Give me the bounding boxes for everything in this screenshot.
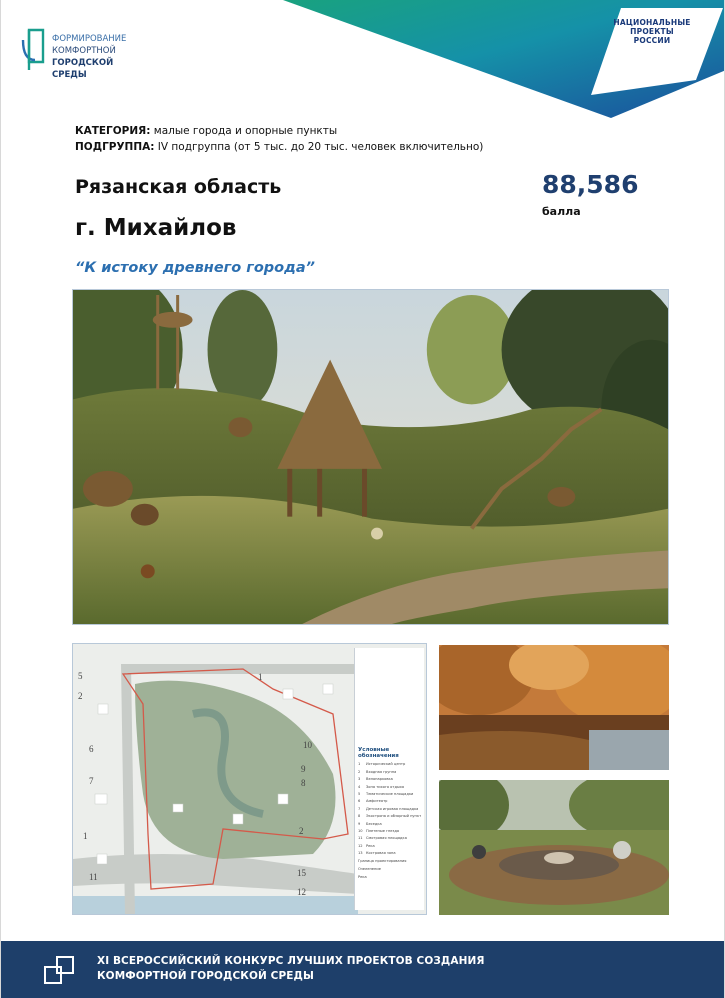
legend-item-number: 12	[358, 843, 363, 848]
svg-text:1: 1	[83, 831, 88, 841]
legend-item-label: Амфитеатр	[366, 799, 388, 804]
category-label: КАТЕГОРИЯ:	[75, 125, 151, 137]
program-logo-icon	[19, 26, 47, 72]
svg-text:10: 10	[303, 740, 312, 750]
score-value: 88,586	[542, 170, 639, 199]
city-title: г. Михайлов	[75, 215, 237, 241]
svg-text:1: 1	[258, 672, 263, 682]
svg-text:11: 11	[89, 872, 98, 882]
contest-logo-icon	[43, 955, 77, 985]
national-projects-logo	[612, 18, 692, 45]
logo-line2: КОМФОРТНОЙ	[52, 46, 116, 56]
legend-item-number: 8	[358, 814, 361, 819]
svg-text:7: 7	[89, 776, 94, 786]
svg-text:5: 5	[78, 671, 83, 681]
subgroup-value: IV подгруппа (от 5 тыс. до 20 тыс. человек включительно)	[154, 141, 484, 153]
legend-item-number: 10	[358, 828, 363, 833]
legend-item	[358, 799, 421, 803]
svg-text:8: 8	[301, 778, 306, 788]
svg-text:12: 12	[297, 887, 306, 897]
legend-item-label: Зона тихого отдыха	[366, 784, 405, 789]
legend-item	[358, 792, 421, 796]
legend-item-number: 5	[358, 791, 361, 796]
legend-item-number: 2	[358, 769, 361, 774]
legend-item-label: Тематические площадки	[366, 791, 414, 796]
legend-item	[358, 851, 421, 855]
program-logo	[19, 24, 149, 80]
legend-item	[358, 807, 421, 811]
legend-item-label: Детская игровая площадка	[366, 806, 419, 811]
legend-item-label: Костровая зона	[366, 851, 396, 856]
legend-item	[358, 829, 421, 833]
legend-item	[358, 844, 421, 848]
np-line3: РОССИИ	[633, 36, 671, 45]
master-plan-map	[72, 643, 427, 915]
legend-item-number: 11	[358, 836, 363, 841]
legend-item-label: Плетеные гнезда	[366, 828, 400, 833]
legend-item-number: 4	[358, 784, 361, 789]
svg-text:2: 2	[78, 691, 83, 701]
np-line1: НАЦИОНАЛЬНЫЕ	[613, 18, 691, 27]
legend-item-number: 1	[358, 762, 361, 767]
legend-extra: Озеленение	[358, 867, 381, 872]
legend-extra: Река	[358, 875, 367, 880]
legend-item-label: Экостропа и обзорный пункт	[366, 814, 421, 819]
footer-line2: КОМФОРТНОЙ ГОРОДСКОЙ СРЕДЫ	[97, 970, 314, 982]
legend-item-number: 6	[358, 799, 361, 804]
legend-item-label: Входная группа	[366, 769, 397, 774]
legend-item-number: 3	[358, 777, 361, 782]
svg-text:15: 15	[297, 868, 306, 878]
legend-item	[358, 814, 421, 818]
legend-item	[358, 770, 421, 774]
hero-render-image	[72, 289, 669, 625]
legend-item-label: Смотровая площадка	[366, 836, 407, 841]
score-unit: балла	[542, 205, 581, 218]
category-block	[75, 123, 483, 155]
subgroup-label: ПОДГРУППА:	[75, 141, 155, 153]
legend-item-number: 7	[358, 806, 361, 811]
legend-item	[358, 822, 421, 826]
region-title: Рязанская область	[75, 176, 282, 198]
footer-bar	[1, 941, 725, 998]
autumn-park-render	[439, 645, 669, 770]
legend-title: Условные обозначения	[358, 747, 399, 759]
legend-item-label: Велопарковка	[366, 777, 393, 782]
legend-item-label: Исторический центр	[366, 762, 406, 767]
footer-line1: XI ВСЕРОССИЙСКИЙ КОНКУРС ЛУЧШИХ ПРОЕКТОВ СОЗДАНИЯ	[97, 955, 485, 967]
legend-item-number: 9	[358, 821, 361, 826]
legend-item	[358, 836, 421, 840]
legend-item	[358, 777, 421, 781]
legend-item-label: Река	[366, 843, 375, 848]
map-legend	[354, 648, 424, 910]
logo-line3: ГОРОДСКОЙ СРЕДЫ	[52, 58, 114, 80]
svg-text:2: 2	[299, 826, 304, 836]
legend-item	[358, 785, 421, 789]
project-slogan: “К истоку древнего города”	[75, 260, 315, 276]
np-line2: ПРОЕКТЫ	[630, 27, 674, 36]
svg-text:6: 6	[89, 744, 94, 754]
category-value: малые города и опорные пункты	[150, 125, 338, 137]
svg-text:9: 9	[301, 764, 306, 774]
legend-item	[358, 762, 421, 766]
legend-list	[358, 762, 421, 879]
logo-line1: ФОРМИРОВАНИЕ	[52, 34, 127, 44]
legend-extra: Граница проектирования	[358, 859, 407, 864]
fire-pit-render	[439, 780, 669, 915]
legend-item-label: Беседка	[366, 821, 382, 826]
legend-item-number: 13	[358, 851, 363, 856]
